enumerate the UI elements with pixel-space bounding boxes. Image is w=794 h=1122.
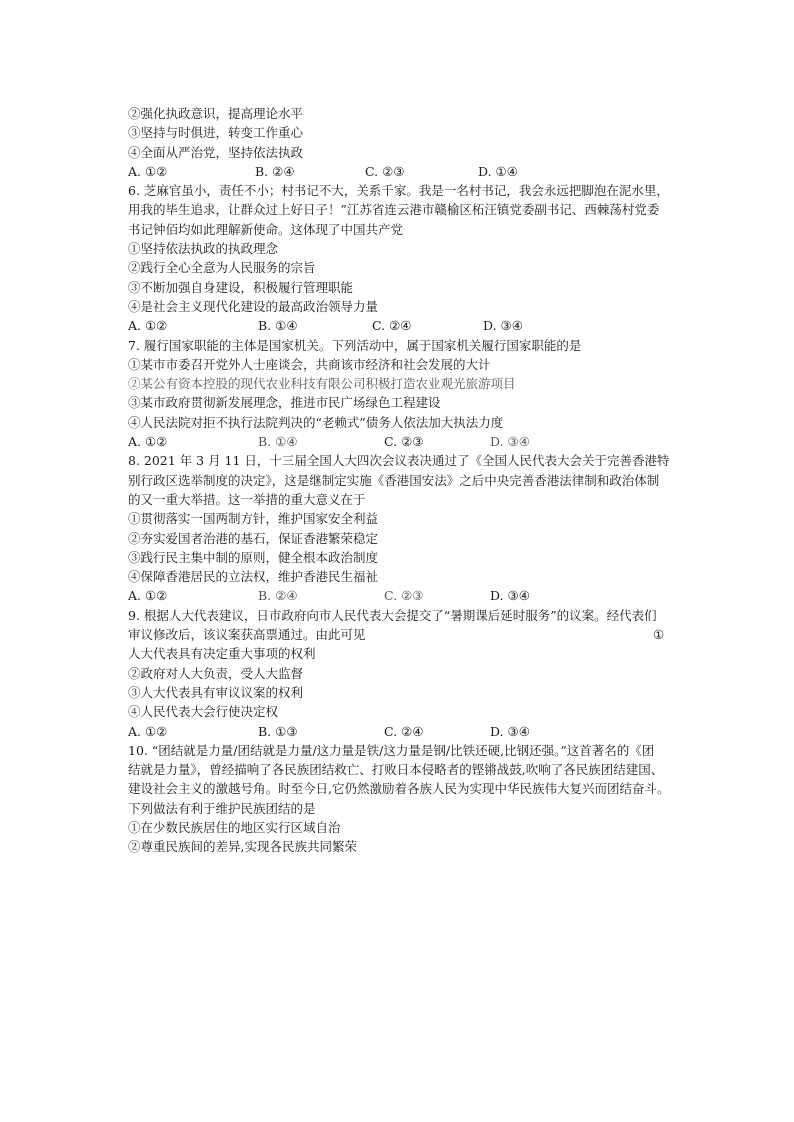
q5-option-c[interactable]: C. ②③ xyxy=(365,163,405,179)
q8-options xyxy=(128,586,676,605)
q7-options xyxy=(128,432,676,451)
q5-option-d[interactable]: D. ①④ xyxy=(478,163,518,179)
q5-option-b[interactable]: B. ②④ xyxy=(255,163,295,179)
q8-option-a[interactable]: A. ①② xyxy=(128,588,168,604)
q9-item-2: ②政府对人大负责，受人大监督 xyxy=(128,665,304,681)
q8-stem-line-3: 的又一重大举措。这一举措的重大意义在于 xyxy=(128,491,366,507)
q8-option-d[interactable]: D. ③④ xyxy=(490,588,530,604)
q8-item-3: ③践行民主集中制的原则，健全根本政治制度 xyxy=(128,549,379,565)
q8-item-4: ④保障香港居民的立法权，维护香港民生福祉 xyxy=(128,569,379,585)
q6-item-4: ④是社会主义现代化建设的最高政治领导力量 xyxy=(128,298,379,314)
q6-item-1: ①坚持依法执政的执政理念 xyxy=(128,241,279,257)
q6-option-d[interactable]: D. ③④ xyxy=(483,318,523,334)
q10-item-1: ①在少数民族居住的地区实行区域自治 xyxy=(128,819,341,835)
q10-stem-line-1: 10. “团结就是力量/团结就是力量/这力量是铁/这力量是钢/比铁还硬,比钢还强。”这首著名的《团 xyxy=(128,742,655,758)
q8-stem-line-1: 8. 2021 年 3 月 11 日，十三届全国人大四次会议表决通过了《全国人民代表大会关于完善香港特 xyxy=(128,453,670,469)
q7-option-b[interactable]: B. ①④ xyxy=(258,434,298,450)
q8-option-c[interactable]: C. ②③ xyxy=(384,588,424,604)
q7-item-1: ①某市市委召开党外人士座谈会，共商该市经济和社会发展的大计 xyxy=(128,356,491,372)
q10-stem-line-2: 结就是力量》，曾经描响了各民族团结救亡、打败日本侵略者的铿锵战鼓,吹响了各民族团结建国、 xyxy=(128,762,664,778)
q7-option-c[interactable]: C. ②③ xyxy=(384,434,424,450)
q5-option-a[interactable]: A. ①② xyxy=(128,163,168,179)
q7-stem: 7. 履行国家职能的主体是国家机关。下列活动中，属于国家机关履行国家职能的是 xyxy=(128,337,582,353)
q6-stem-line-3: 书记钟佰均如此理解新使命。这体现了中国共产党 xyxy=(128,221,404,237)
q7-option-d[interactable]: D. ③④ xyxy=(490,434,530,450)
q9-stem-line-2-text: 审议修改后，该议案获高票通过。由此可见 xyxy=(128,627,366,643)
q8-stem-line-2: 别行政区选举制度的决定》，这是继制定实施《香港国安法》之后中央完善香港法律制和政治体制 xyxy=(128,472,660,488)
q6-option-b[interactable]: B. ①④ xyxy=(258,318,298,334)
q5-item-4: ④全面从严治党，坚持依法执政 xyxy=(128,144,304,160)
q7-item-4: ④人民法院对拒不执行法院判决的“老赖式”债务人依法加大执法力度 xyxy=(128,414,504,430)
q8-option-b[interactable]: B. ②④ xyxy=(258,588,298,604)
q9-option-b[interactable]: B. ①③ xyxy=(258,723,298,739)
q5-options xyxy=(128,162,676,181)
q5-item-2: ②强化执政意识，提高理论水平 xyxy=(128,106,304,121)
q7-item-3: ③某市政府贯彻新发展理念，推进市民广场绿色工程建设 xyxy=(128,395,441,411)
q7-option-a[interactable]: A. ①② xyxy=(128,434,168,450)
q9-option-a[interactable]: A. ①② xyxy=(128,723,168,739)
q8-item-1: ①贯彻落实一国两制方针，维护国家安全利益 xyxy=(128,511,379,527)
q9-option-c[interactable]: C. ②④ xyxy=(384,723,424,739)
q6-option-a[interactable]: A. ①② xyxy=(128,318,168,334)
q10-stem-line-3: 建设社会主义的激越号角。时至今日,它仍然激励着各族人民为实现中华民族伟大复兴而团结奋斗。 xyxy=(128,781,670,797)
q9-options xyxy=(128,722,676,741)
q7-item-2: ②某公有资本控股的现代农业科技有限公司积极打造农业观光旅游项目 xyxy=(128,376,516,392)
q10-stem-line-4: 下列做法有利于维护民族团结的是 xyxy=(128,800,316,816)
q9-item-1-marker: ① xyxy=(653,627,665,643)
q8-item-2: ②夯实爱国者治港的基石，保证香港繁荣稳定 xyxy=(128,530,379,546)
q9-option-d[interactable]: D. ③④ xyxy=(490,723,530,739)
q6-item-2: ②践行全心全意为人民服务的宗旨 xyxy=(128,260,316,276)
q6-options xyxy=(128,316,676,335)
q6-stem-line-2: 用我的毕生追求，让群众过上好日子！”江苏省连云港市赣榆区柘汪镇党委副书记、西棘荡村党委 xyxy=(128,202,660,218)
q6-option-c[interactable]: C. ②④ xyxy=(372,318,412,334)
q9-item-4: ④人民代表大会行使决定权 xyxy=(128,704,279,720)
q6-item-3: ③不断加强自身建设，积极履行管理职能 xyxy=(128,279,354,295)
q9-item-1: 人大代表具有决定重大事项的权利 xyxy=(128,646,316,662)
q5-item-3: ③坚持与时俱进，转变工作重心 xyxy=(128,125,304,141)
q10-item-2: ②尊重民族间的差异,实现各民族共同繁荣 xyxy=(128,839,357,855)
question-content xyxy=(128,104,676,857)
q9-item-3: ③人大代表具有审议议案的权利 xyxy=(128,684,304,700)
q9-stem-line-1: 9. 根据人大代表建议，日市政府向市人民代表大会提交了“暑期课后延时服务”的议案。经代表们 xyxy=(128,607,657,623)
q9-stem-line-2 xyxy=(128,625,676,644)
q6-stem-line-1: 6. 芝麻官虽小，责任不小；村书记不大，关系千家。我是一名村书记，我会永远把脚泡在泥水里， xyxy=(128,183,669,199)
